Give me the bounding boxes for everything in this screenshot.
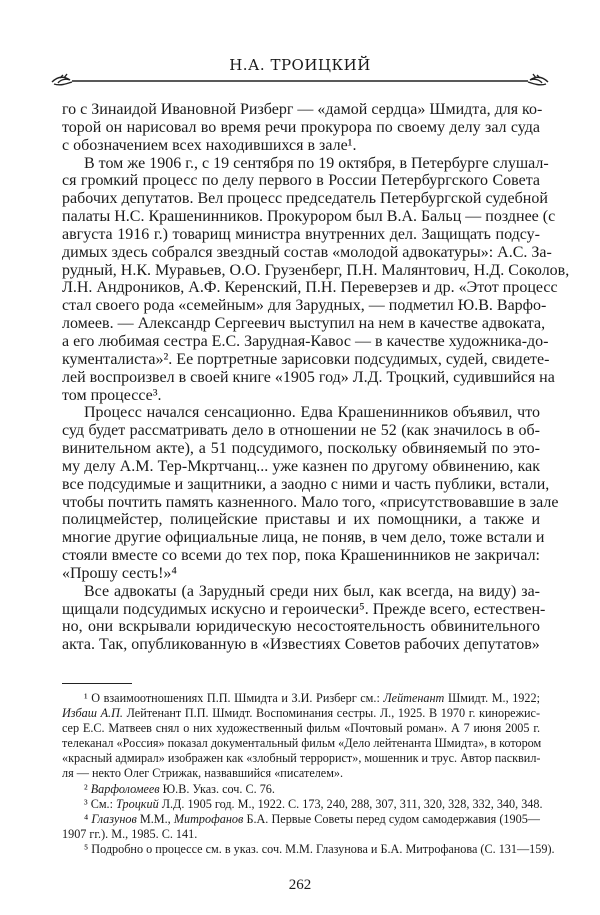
footnote-text: сер Е.С. Матвеев снял о них художественный фильм «Почтовый роман». А 7 июня 2005 г. [62, 721, 540, 736]
footnote [62, 841, 555, 857]
text-line: полицмейстер, полицейские приставы и их помощники, а также и [62, 511, 540, 529]
footnote-line [62, 796, 543, 812]
footnote-text: ³ См.: [84, 796, 117, 811]
text-line: палаты Н.С. Крашенинников. Прокурором был В.А. Бальц — позднее (с [62, 208, 556, 226]
page-number: 262 [288, 877, 312, 893]
citation-author: Митрофанов [173, 811, 244, 826]
text-line: «Прошу сесть!»⁴ [62, 564, 177, 582]
text-line: торой он нарисовал во время речи прокурора по своему делу зал суда [62, 118, 540, 136]
text-line: все подсудимые и защитники, а заодно с ними и часть публики, встали, [62, 475, 550, 493]
text-line: но, они вскрывали юридическую несостоятельность обвинительного [62, 618, 540, 636]
footnote-line [62, 751, 540, 766]
footnote-text: Б.А. Первые Советы перед судом самодержавия (1905— [243, 811, 540, 826]
citation-author: Избаш А.П. [62, 706, 123, 721]
footnote [62, 691, 540, 782]
text-line: ломеев. — Александр Сергеевич выступил на нем в качестве адвоката, [62, 315, 546, 333]
footnotes [62, 691, 555, 857]
paragraph [62, 582, 546, 654]
text-line: ся громкий процесс по делу первого в России Петербургского Совета [62, 172, 540, 190]
footnote-line [62, 782, 540, 797]
footnote-line [62, 721, 540, 736]
text-line: стояли вместе со всеми до тех пор, пока Крашенинников не закричал: [62, 547, 540, 565]
footnote-text: ля — некто Олег Стрижак, назвавшийся «писателем». [62, 766, 344, 781]
footnote-text: ² [84, 781, 91, 796]
text-line: лей воспроизвел в своей книге «1905 год» Л.Д. Троцкий, судившийся на [62, 368, 555, 386]
text-line: августа 1916 г.) товарищ министра внутренних дел. Защищать подсу- [62, 225, 540, 243]
footnote-line [62, 841, 555, 857]
footnote-line [62, 691, 540, 706]
paragraph [62, 404, 559, 582]
text-line: щищали подсудимых искусно и героически⁵. Прежде всего, естествен- [62, 600, 546, 618]
footnote [62, 812, 540, 842]
citation-author: Варфоломеев [90, 781, 160, 796]
text-line: акта. Так, опубликованную в «Известиях Советов рабочих депутатов» [62, 636, 540, 654]
citation-author: Троцкий [116, 796, 159, 811]
footnote-text: телеканал «Россия» показал документальный фильм «Дело лейтенанта Шмидта», в котором [62, 736, 542, 751]
text-line: димых здесь собрался звездный состав «молодой адвокатуры»: А.С. За- [62, 243, 552, 261]
footnote-text: Шмидт. М., 1922; [444, 691, 540, 705]
text-line: а его любимая сестра Е.С. Зарудная-Кавос — в качестве художника-до- [62, 332, 549, 350]
footnote [62, 796, 543, 812]
footnote-line [62, 766, 540, 781]
footnote [62, 782, 540, 797]
running-header: Н.А. ТРОИЦКИЙ [229, 56, 371, 74]
text-line: В том же 1906 г., с 19 сентября по 19 октября, в Петербурге слушал- [84, 154, 549, 172]
text-line: стал своего рода «семейным» для Зарудных, — подметил Ю.В. Варфо- [62, 297, 547, 315]
citation-author: Лейтенант [383, 691, 445, 705]
footnote-text: Ю.В. Указ. соч. С. 76. [159, 781, 275, 796]
text-line: рабочих депутатов. Вел процесс председатель Петербургской судебной [62, 190, 548, 208]
main-text [62, 101, 570, 654]
text-line: том процессе³. [62, 386, 162, 404]
text-line: рудный, Н.К. Муравьев, О.О. Грузенберг, П.Н. Малянтович, Н.Д. Соколов, [62, 261, 570, 279]
text-line: с обозначением всех находившихся в зале¹. [62, 136, 357, 154]
paragraph [62, 154, 570, 405]
ornamental-rule [50, 72, 550, 90]
text-line: Все адвокаты (а Зарудный среди них был, как всегда, на виду) за- [84, 582, 540, 600]
text-line: кументалиста»². Ее портретные зарисовки подсудимых, судей, свидете- [62, 350, 550, 368]
text-line: многие другие официальные лица, не поняв, в чем дело, тоже встали и [62, 529, 545, 547]
footnote-text: ⁵ Подробно о процессе см. в указ. соч. М.М. Глазунова и Б.А. Митрофанова (С. 131—159). [84, 841, 555, 856]
footnote-line [62, 736, 540, 751]
footnote-text: Лейтенант П.П. Шмидт. Воспоминания сестры. Л., 1925. В 1970 г. кинорежис- [122, 706, 541, 721]
footnote-line [62, 812, 540, 827]
footnote-text: ⁴ [84, 811, 92, 826]
footnote-text: «красный адмирал» изображен как «злобный террорист», мошенник и трус. Автор пасквил- [62, 751, 541, 766]
text-line: Л.Н. Андроников, А.Ф. Керенский, П.Н. Переверзев и др. «Этот процесс [62, 279, 558, 297]
footnote-text: Л.Д. 1905 год. М., 1922. С. 173, 240, 288, 307, 311, 320, 328, 332, 340, 348. [158, 796, 543, 811]
text-line: суд будет рассматривать дело в отношении не 52 (как значилось в об- [62, 422, 540, 440]
footnote-text: М.М., [136, 811, 174, 826]
text-line: винительном акте), а 51 подсудимого, поскольку обвиняемый по это- [62, 440, 540, 458]
text-line: му делу А.М. Тер-Мкртчанц... уже казнен по другому обвинению, как [62, 457, 540, 475]
footnote-line [62, 706, 540, 721]
footnote-line [62, 827, 540, 842]
citation-author: Глазунов [91, 811, 137, 826]
text-line: Процесс начался сенсационно. Едва Крашенинников объявил, что [84, 404, 540, 422]
text-line: го с Зинаидой Ивановной Ризберг — «дамой сердца» Шмидта, для ко- [62, 101, 543, 118]
text-line: чтобы почтить память казненного. Мало того, «присутствовавшие в зале [62, 493, 559, 511]
footnote-separator [62, 683, 132, 684]
footnote-text: ¹ О взаимоотношениях П.П. Шмидта и З.И. Ризберг см.: [84, 691, 384, 705]
paragraph [62, 101, 543, 155]
footnote-text: 1907 гг.). М., 1985. С. 141. [62, 826, 198, 841]
